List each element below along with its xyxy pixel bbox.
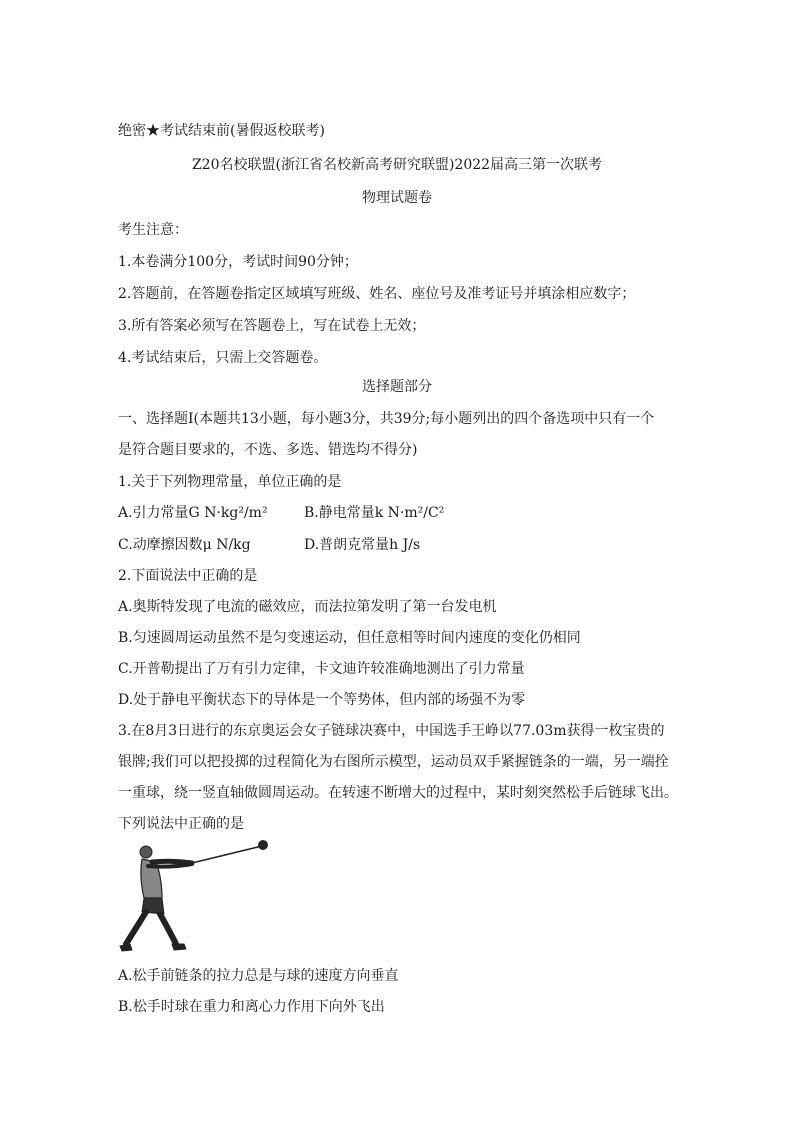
question-1-option-d: D.普朗克常量h J/s [304,537,421,553]
question-1-option-a: A.引力常量G N·kg²/m² [118,505,268,521]
section-intro-line1: 一、选择题I(本题共13小题，每小题3分，共39分;每小题列出的四个备选项中只有一个 [118,411,655,427]
notice-item-3: 3.所有答案必须写在答题卷上，写在试卷上无效； [118,318,426,334]
paper-subject: 物理试题卷 [362,190,432,206]
athlete-head [140,846,152,858]
question-2-option-c: C.开普勒提出了万有引力定律，卡文迪许较准确地测出了引力常量 [118,661,525,677]
question-3-stem-line3: 一重球，绕一竖直轴做圆周运动。在转速不断增大的过程中，某时刻突然松手后链球飞出。 [118,785,678,801]
question-3-stem-line1: 3.在8月3日进行的东京奥运会女子链球决赛中，中国选手王峥以77.03m获得一枚宝贵的 [118,723,665,739]
question-1-option-c: C.动摩擦因数μ N/kg [118,537,251,553]
athlete-right-leg [160,914,176,944]
question-1-stem: 1.关于下列物理常量，单位正确的是 [118,474,342,490]
athlete-left-leg [126,912,146,944]
question-1-options-row2 [118,535,421,555]
athlete-arms [152,861,192,863]
notice-item-1: 1.本卷满分100分，考试时间90分钟； [118,254,358,270]
exam-title: Z20名校联盟(浙江省名校新高考研究联盟)2022届高三第一次联考 [191,157,603,173]
section-title: 选择题部分 [362,379,432,395]
question-3-option-a: A.松手前链条的拉力总是与球的速度方向垂直 [118,968,399,984]
question-1-options-row1 [118,503,445,523]
hammer-ball [259,841,268,850]
question-2-stem: 2.下面说法中正确的是 [118,568,258,584]
notice-item-4: 4.考试结束后，只需上交答题卷。 [118,350,328,366]
question-3-option-b: B.松手时球在重力和离心力作用下向外飞出 [118,999,385,1015]
secret-label: 绝密★考试结束前(暑假返校联考) [118,123,325,139]
section-intro-line2: 是符合题目要求的，不选、多选、错选均不得分) [118,442,418,458]
question-3-stem-line4: 下列说法中正确的是 [118,816,244,832]
notice-item-2: 2.答题前，在答题卷指定区域填写班级、姓名、座位号及准考证号并填涂相应数字； [118,286,636,302]
chain-line [192,846,262,863]
question-3-stem-line2: 银牌;我们可以把投掷的过程简化为右图所示模型，运动员双手紧握链条的一端，另一端拴 [118,754,669,770]
question-2-option-a: A.奥斯特发现了电流的磁效应，而法拉第发明了第一台发电机 [118,599,497,615]
question-2-option-d: D.处于静电平衡状态下的导体是一个等势体，但内部的场强不为零 [118,692,526,708]
question-1-option-b: B.静电常量k N·m²/C² [304,505,445,521]
question-2-option-b: B.匀速圆周运动虽然不是匀变速运动，但任意相等时间内速度的变化仍相同 [118,630,581,646]
hammer-throw-figure [112,836,272,958]
notice-heading: 考生注意： [118,222,188,238]
